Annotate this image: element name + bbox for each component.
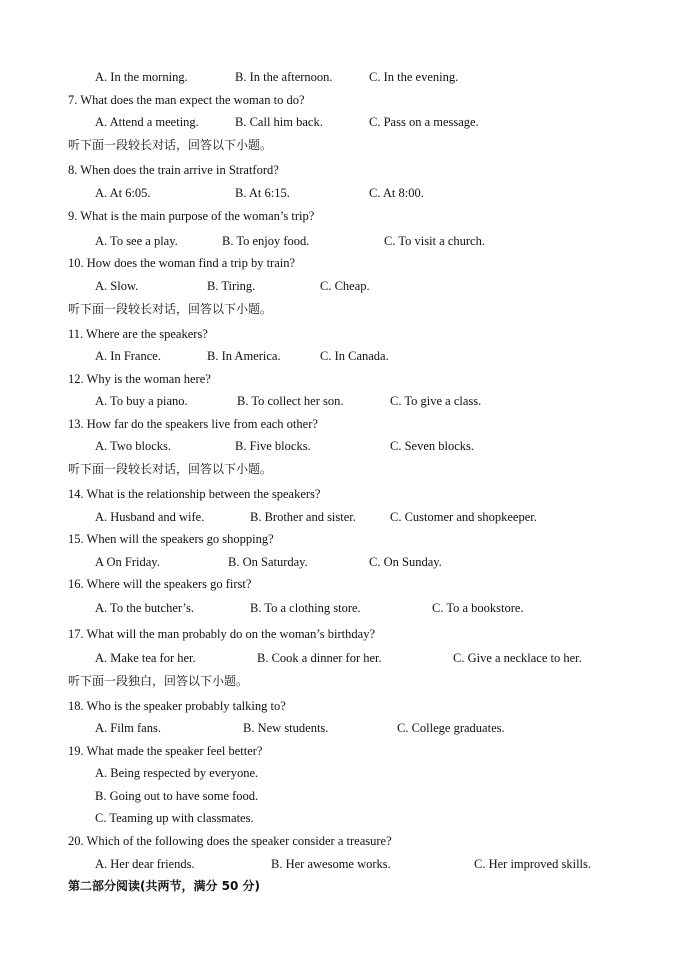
option-c: C. At 8:00.: [369, 186, 424, 200]
option-c: C. In Canada.: [320, 349, 389, 363]
option-b: B. At 6:15.: [235, 186, 290, 200]
option-b: B. In America.: [207, 349, 281, 363]
question-13: 13. How far do the speakers live from each other?: [68, 417, 318, 431]
question-18: 18. Who is the speaker probably talking to?: [68, 699, 286, 713]
option-b: B. To a clothing store.: [250, 601, 361, 615]
option-a: A. In France.: [95, 349, 161, 363]
option-a: A. To buy a piano.: [95, 394, 188, 408]
option-a: A. To the butcher’s.: [95, 601, 194, 615]
option-c: C. Cheap.: [320, 279, 370, 293]
option-b: B. To enjoy food.: [222, 234, 310, 248]
option-b: B. Brother and sister.: [250, 510, 356, 524]
option-a: A. Film fans.: [95, 721, 161, 735]
option-a: A. Attend a meeting.: [95, 115, 199, 129]
option-a: A. In the morning.: [95, 70, 188, 84]
option-c: C. To a bookstore.: [432, 601, 524, 615]
question-19: 19. What made the speaker feel better?: [68, 744, 263, 758]
section-instruction: 听下面一段较长对话，回答以下小题。: [68, 138, 273, 152]
option-c: C. To visit a church.: [384, 234, 485, 248]
option-a: A. Her dear friends.: [95, 857, 195, 871]
option-a: A. Two blocks.: [95, 439, 171, 453]
question-15: 15. When will the speakers go shopping?: [68, 532, 274, 546]
option-b: B. Her awesome works.: [271, 857, 391, 871]
question-20: 20. Which of the following does the speaker consider a treasure?: [68, 834, 392, 848]
option-b: B. To collect her son.: [237, 394, 344, 408]
option-b: B. In the afternoon.: [235, 70, 333, 84]
option-a: A. Husband and wife.: [95, 510, 205, 524]
question-16: 16. Where will the speakers go first?: [68, 577, 252, 591]
question-17: 17. What will the man probably do on the woman’s birthday?: [68, 627, 376, 641]
option-c: C. In the evening.: [369, 70, 459, 84]
question-9: 9. What is the main purpose of the woman’s trip?: [68, 209, 315, 223]
option-a: A. To see a play.: [95, 234, 178, 248]
option-c: C. Give a necklace to her.: [453, 651, 582, 665]
option-c: C. Her improved skills.: [474, 857, 592, 871]
option-a: A. At 6:05.: [95, 186, 151, 200]
option-b: B. New students.: [243, 721, 329, 735]
option-a: A On Friday.: [95, 555, 160, 569]
section-instruction: 听下面一段独白，回答以下小题。: [68, 674, 249, 688]
option-a: A. Make tea for her.: [95, 651, 196, 665]
section-instruction: 听下面一段较长对话，回答以下小题。: [68, 302, 273, 316]
question-12: 12. Why is the woman here?: [68, 372, 211, 386]
option-a: A. Being respected by everyone.: [95, 766, 259, 780]
question-10: 10. How does the woman find a trip by train?: [68, 256, 296, 270]
part-two-heading: 第二部分阅读(共两节，满分 50 分): [68, 879, 261, 893]
option-c: C. Teaming up with classmates.: [95, 811, 254, 825]
question-8: 8. When does the train arrive in Stratford?: [68, 163, 279, 177]
option-b: B. On Saturday.: [228, 555, 308, 569]
question-11: 11. Where are the speakers?: [68, 327, 208, 341]
option-c: C. Seven blocks.: [390, 439, 475, 453]
option-a: A. Slow.: [95, 279, 139, 293]
option-c: C. Pass on a message.: [369, 115, 479, 129]
option-c: C. College graduates.: [397, 721, 505, 735]
question-7: 7. What does the man expect the woman to do?: [68, 93, 305, 107]
option-c: C. On Sunday.: [369, 555, 442, 569]
option-b: B. Cook a dinner for her.: [257, 651, 382, 665]
option-b: B. Call him back.: [235, 115, 323, 129]
section-instruction: 听下面一段较长对话，回答以下小题。: [68, 462, 273, 476]
option-b: B. Five blocks.: [235, 439, 311, 453]
option-c: C. To give a class.: [390, 394, 482, 408]
option-b: B. Tiring.: [207, 279, 256, 293]
option-b: B. Going out to have some food.: [95, 789, 259, 803]
question-14: 14. What is the relationship between the speakers?: [68, 487, 321, 501]
option-c: C. Customer and shopkeeper.: [390, 510, 537, 524]
